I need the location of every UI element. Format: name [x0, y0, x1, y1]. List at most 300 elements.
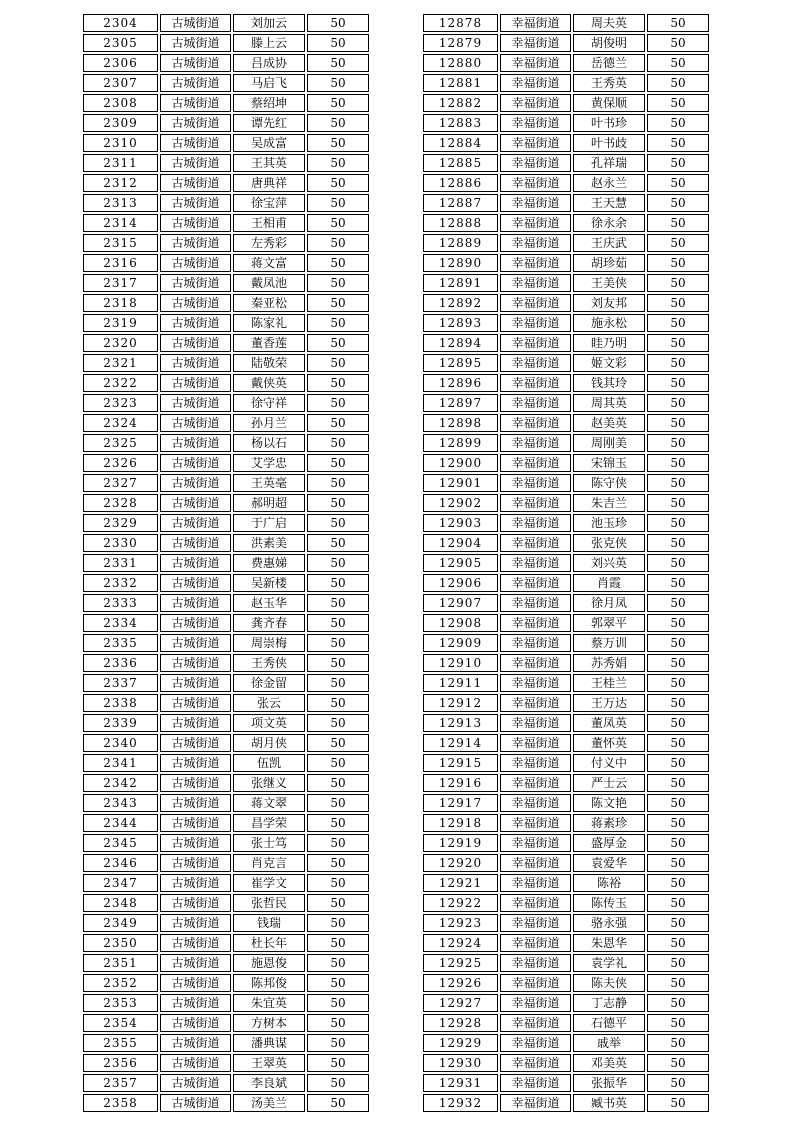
table-row — [83, 774, 369, 792]
cell-street: 古城街道 — [160, 254, 231, 272]
cell-id: 12923 — [423, 914, 498, 932]
cell-id: 2350 — [83, 934, 158, 952]
table-row — [423, 734, 709, 752]
cell-value: 50 — [647, 854, 709, 872]
table-row — [423, 214, 709, 232]
cell-value: 50 — [307, 114, 369, 132]
cell-id: 12904 — [423, 534, 498, 552]
cell-street: 古城街道 — [160, 594, 231, 612]
cell-name: 胡月侠 — [233, 734, 305, 752]
cell-value: 50 — [647, 394, 709, 412]
cell-name: 刘加云 — [233, 14, 305, 32]
table-row — [423, 234, 709, 252]
cell-name: 潘典谋 — [233, 1034, 305, 1052]
cell-value: 50 — [647, 154, 709, 172]
cell-id: 12893 — [423, 314, 498, 332]
cell-id: 2317 — [83, 274, 158, 292]
cell-id: 12932 — [423, 1094, 498, 1112]
cell-id: 12882 — [423, 94, 498, 112]
table-row — [83, 574, 369, 592]
cell-street: 幸福街道 — [500, 174, 571, 192]
cell-id: 2334 — [83, 614, 158, 632]
cell-street: 幸福街道 — [500, 254, 571, 272]
cell-id: 2321 — [83, 354, 158, 372]
cell-id: 2335 — [83, 634, 158, 652]
cell-value: 50 — [647, 714, 709, 732]
cell-id: 12890 — [423, 254, 498, 272]
cell-name: 赵玉华 — [233, 594, 305, 612]
cell-street: 古城街道 — [160, 194, 231, 212]
cell-street: 幸福街道 — [500, 234, 571, 252]
cell-value: 50 — [307, 374, 369, 392]
cell-name: 刘兴英 — [573, 554, 645, 572]
cell-name: 董香莲 — [233, 334, 305, 352]
cell-name: 徐永余 — [573, 214, 645, 232]
table-row — [423, 694, 709, 712]
cell-value: 50 — [647, 414, 709, 432]
table-row — [83, 74, 369, 92]
cell-value: 50 — [647, 34, 709, 52]
left-roster-body — [83, 14, 369, 1112]
table-row — [83, 114, 369, 132]
cell-value: 50 — [647, 134, 709, 152]
cell-value: 50 — [647, 874, 709, 892]
cell-street: 古城街道 — [160, 714, 231, 732]
table-row — [423, 274, 709, 292]
cell-value: 50 — [647, 254, 709, 272]
cell-name: 池玉珍 — [573, 514, 645, 532]
table-row — [83, 334, 369, 352]
cell-street: 幸福街道 — [500, 54, 571, 72]
cell-value: 50 — [307, 954, 369, 972]
table-row — [423, 1074, 709, 1092]
cell-value: 50 — [647, 294, 709, 312]
table-row — [83, 514, 369, 532]
cell-street: 幸福街道 — [500, 794, 571, 812]
cell-street: 幸福街道 — [500, 474, 571, 492]
cell-street: 古城街道 — [160, 394, 231, 412]
table-row — [83, 474, 369, 492]
cell-id: 12908 — [423, 614, 498, 632]
cell-name: 周刚美 — [573, 434, 645, 452]
cell-street: 古城街道 — [160, 854, 231, 872]
cell-id: 2305 — [83, 34, 158, 52]
cell-id: 2353 — [83, 994, 158, 1012]
cell-name: 蒋文富 — [233, 254, 305, 272]
cell-name: 徐宝萍 — [233, 194, 305, 212]
cell-name: 蒋素珍 — [573, 814, 645, 832]
cell-value: 50 — [307, 194, 369, 212]
cell-street: 幸福街道 — [500, 834, 571, 852]
cell-street: 古城街道 — [160, 734, 231, 752]
cell-id: 2333 — [83, 594, 158, 612]
cell-street: 幸福街道 — [500, 694, 571, 712]
table-row — [423, 114, 709, 132]
cell-value: 50 — [307, 974, 369, 992]
cell-street: 古城街道 — [160, 474, 231, 492]
cell-name: 蒋文翠 — [233, 794, 305, 812]
cell-street: 古城街道 — [160, 414, 231, 432]
table-row — [83, 414, 369, 432]
cell-value: 50 — [647, 934, 709, 952]
cell-street: 古城街道 — [160, 374, 231, 392]
cell-name: 蔡万训 — [573, 634, 645, 652]
cell-id: 12928 — [423, 1014, 498, 1032]
cell-id: 2324 — [83, 414, 158, 432]
cell-name: 刘友邦 — [573, 294, 645, 312]
cell-value: 50 — [647, 114, 709, 132]
cell-value: 50 — [647, 314, 709, 332]
table-row — [83, 914, 369, 932]
table-row — [423, 374, 709, 392]
cell-street: 古城街道 — [160, 534, 231, 552]
cell-value: 50 — [307, 754, 369, 772]
cell-value: 50 — [307, 394, 369, 412]
cell-name: 董凤英 — [573, 714, 645, 732]
cell-value: 50 — [647, 534, 709, 552]
cell-value: 50 — [647, 954, 709, 972]
cell-name: 孔祥瑞 — [573, 154, 645, 172]
table-row — [423, 894, 709, 912]
cell-id: 2342 — [83, 774, 158, 792]
table-row — [423, 854, 709, 872]
cell-name: 陈守侠 — [573, 474, 645, 492]
cell-street: 幸福街道 — [500, 654, 571, 672]
cell-value: 50 — [307, 334, 369, 352]
cell-name: 陈传玉 — [573, 894, 645, 912]
cell-name: 李良斌 — [233, 1074, 305, 1092]
cell-name: 徐金留 — [233, 674, 305, 692]
cell-street: 古城街道 — [160, 174, 231, 192]
cell-id: 2307 — [83, 74, 158, 92]
cell-value: 50 — [647, 374, 709, 392]
cell-street: 古城街道 — [160, 754, 231, 772]
cell-value: 50 — [647, 474, 709, 492]
cell-name: 陆敬荣 — [233, 354, 305, 372]
cell-value: 50 — [647, 54, 709, 72]
table-row — [423, 934, 709, 952]
cell-name: 叶书珍 — [573, 114, 645, 132]
cell-name: 左秀彩 — [233, 234, 305, 252]
table-row — [423, 814, 709, 832]
cell-value: 50 — [307, 914, 369, 932]
cell-name: 谭先红 — [233, 114, 305, 132]
cell-name: 费惠娣 — [233, 554, 305, 572]
cell-street: 古城街道 — [160, 954, 231, 972]
cell-name: 张继义 — [233, 774, 305, 792]
cell-street: 古城街道 — [160, 894, 231, 912]
cell-name: 王万达 — [573, 694, 645, 712]
table-row — [423, 474, 709, 492]
cell-name: 骆永强 — [573, 914, 645, 932]
cell-value: 50 — [307, 734, 369, 752]
cell-street: 幸福街道 — [500, 534, 571, 552]
cell-name: 戴侠英 — [233, 374, 305, 392]
cell-name: 王庆武 — [573, 234, 645, 252]
cell-id: 2313 — [83, 194, 158, 212]
table-row — [423, 334, 709, 352]
table-row — [423, 154, 709, 172]
cell-street: 幸福街道 — [500, 974, 571, 992]
cell-street: 幸福街道 — [500, 374, 571, 392]
cell-street: 幸福街道 — [500, 454, 571, 472]
cell-name: 盛厚金 — [573, 834, 645, 852]
cell-street: 幸福街道 — [500, 914, 571, 932]
cell-id: 2354 — [83, 1014, 158, 1032]
cell-street: 幸福街道 — [500, 94, 571, 112]
table-row — [83, 594, 369, 612]
cell-value: 50 — [647, 814, 709, 832]
cell-street: 幸福街道 — [500, 334, 571, 352]
cell-id: 12880 — [423, 54, 498, 72]
table-row — [423, 614, 709, 632]
cell-value: 50 — [647, 514, 709, 532]
cell-name: 陈裕 — [573, 874, 645, 892]
cell-id: 12881 — [423, 74, 498, 92]
cell-value: 50 — [307, 1074, 369, 1092]
table-row — [423, 354, 709, 372]
cell-id: 2358 — [83, 1094, 158, 1112]
cell-id: 12929 — [423, 1034, 498, 1052]
cell-id: 2349 — [83, 914, 158, 932]
cell-value: 50 — [647, 274, 709, 292]
table-row — [83, 934, 369, 952]
cell-street: 古城街道 — [160, 934, 231, 952]
cell-id: 2326 — [83, 454, 158, 472]
cell-id: 2309 — [83, 114, 158, 132]
table-row — [83, 854, 369, 872]
cell-name: 周其英 — [573, 394, 645, 412]
cell-name: 邓美英 — [573, 1054, 645, 1072]
table-row — [83, 834, 369, 852]
table-row — [423, 594, 709, 612]
cell-name: 宋锦玉 — [573, 454, 645, 472]
cell-street: 幸福街道 — [500, 154, 571, 172]
cell-value: 50 — [647, 594, 709, 612]
table-row — [83, 494, 369, 512]
cell-id: 12891 — [423, 274, 498, 292]
cell-id: 2304 — [83, 14, 158, 32]
cell-id: 2343 — [83, 794, 158, 812]
table-row — [83, 614, 369, 632]
cell-value: 50 — [307, 694, 369, 712]
cell-name: 杨以石 — [233, 434, 305, 452]
cell-street: 古城街道 — [160, 94, 231, 112]
table-row — [423, 834, 709, 852]
cell-value: 50 — [647, 614, 709, 632]
cell-name: 朱恩华 — [573, 934, 645, 952]
cell-name: 眭乃明 — [573, 334, 645, 352]
cell-name: 马启飞 — [233, 74, 305, 92]
cell-street: 幸福街道 — [500, 614, 571, 632]
cell-value: 50 — [647, 734, 709, 752]
cell-id: 12925 — [423, 954, 498, 972]
table-row — [83, 634, 369, 652]
cell-value: 50 — [647, 434, 709, 452]
cell-name: 周崇梅 — [233, 634, 305, 652]
cell-value: 50 — [307, 1014, 369, 1032]
cell-name: 严士云 — [573, 774, 645, 792]
cell-name: 蔡绍坤 — [233, 94, 305, 112]
cell-value: 50 — [307, 494, 369, 512]
table-row — [423, 514, 709, 532]
cell-street: 古城街道 — [160, 514, 231, 532]
table-row — [423, 1014, 709, 1032]
table-row — [83, 754, 369, 772]
cell-id: 2319 — [83, 314, 158, 332]
table-row — [83, 894, 369, 912]
cell-name: 郭翠平 — [573, 614, 645, 632]
cell-id: 2322 — [83, 374, 158, 392]
cell-value: 50 — [307, 714, 369, 732]
cell-street: 古城街道 — [160, 354, 231, 372]
cell-value: 50 — [647, 1034, 709, 1052]
cell-value: 50 — [647, 194, 709, 212]
cell-id: 12927 — [423, 994, 498, 1012]
cell-street: 古城街道 — [160, 274, 231, 292]
cell-name: 周夫英 — [573, 14, 645, 32]
table-row — [83, 1054, 369, 1072]
cell-name: 伍凯 — [233, 754, 305, 772]
cell-street: 古城街道 — [160, 674, 231, 692]
cell-value: 50 — [307, 994, 369, 1012]
cell-value: 50 — [647, 1074, 709, 1092]
cell-name: 胡珍茹 — [573, 254, 645, 272]
cell-value: 50 — [307, 514, 369, 532]
cell-name: 叶书歧 — [573, 134, 645, 152]
cell-street: 古城街道 — [160, 794, 231, 812]
table-row — [423, 954, 709, 972]
cell-name: 戚举 — [573, 1034, 645, 1052]
cell-value: 50 — [307, 1034, 369, 1052]
cell-street: 古城街道 — [160, 494, 231, 512]
cell-name: 于广启 — [233, 514, 305, 532]
cell-value: 50 — [307, 774, 369, 792]
cell-name: 龚齐春 — [233, 614, 305, 632]
cell-id: 2328 — [83, 494, 158, 512]
table-row — [83, 814, 369, 832]
table-row — [423, 94, 709, 112]
cell-value: 50 — [647, 1054, 709, 1072]
table-row — [423, 634, 709, 652]
table-row — [83, 954, 369, 972]
table-row — [423, 54, 709, 72]
cell-value: 50 — [307, 554, 369, 572]
cell-value: 50 — [307, 214, 369, 232]
cell-value: 50 — [647, 674, 709, 692]
cell-street: 幸福街道 — [500, 414, 571, 432]
cell-id: 2336 — [83, 654, 158, 672]
cell-id: 12888 — [423, 214, 498, 232]
cell-name: 岳德兰 — [573, 54, 645, 72]
cell-street: 幸福街道 — [500, 134, 571, 152]
cell-value: 50 — [307, 534, 369, 552]
table-row — [83, 654, 369, 672]
cell-name: 吕成协 — [233, 54, 305, 72]
table-row — [83, 394, 369, 412]
cell-name: 滕上云 — [233, 34, 305, 52]
cell-value: 50 — [647, 554, 709, 572]
cell-value: 50 — [307, 94, 369, 112]
table-row — [423, 254, 709, 272]
cell-street: 幸福街道 — [500, 634, 571, 652]
cell-id: 12878 — [423, 14, 498, 32]
cell-id: 12931 — [423, 1074, 498, 1092]
cell-value: 50 — [647, 894, 709, 912]
table-row — [423, 1094, 709, 1112]
cell-value: 50 — [307, 654, 369, 672]
cell-name: 唐典祥 — [233, 174, 305, 192]
table-row — [423, 434, 709, 452]
cell-id: 2351 — [83, 954, 158, 972]
cell-id: 2337 — [83, 674, 158, 692]
table-row — [423, 314, 709, 332]
cell-id: 2332 — [83, 574, 158, 592]
cell-street: 古城街道 — [160, 1074, 231, 1092]
cell-id: 2308 — [83, 94, 158, 112]
table-row — [83, 14, 369, 32]
table-row — [83, 1074, 369, 1092]
table-row — [83, 154, 369, 172]
cell-name: 汤美兰 — [233, 1094, 305, 1112]
cell-id: 2314 — [83, 214, 158, 232]
table-row — [83, 234, 369, 252]
cell-id: 12907 — [423, 594, 498, 612]
cell-name: 付义中 — [573, 754, 645, 772]
cell-id: 2323 — [83, 394, 158, 412]
table-row — [423, 534, 709, 552]
cell-name: 郝明超 — [233, 494, 305, 512]
cell-name: 徐月凤 — [573, 594, 645, 612]
cell-name: 肖克言 — [233, 854, 305, 872]
cell-id: 2356 — [83, 1054, 158, 1072]
cell-id: 12898 — [423, 414, 498, 432]
cell-street: 幸福街道 — [500, 294, 571, 312]
cell-id: 12930 — [423, 1054, 498, 1072]
table-row — [423, 554, 709, 572]
cell-name: 臧书英 — [573, 1094, 645, 1112]
table-row — [83, 94, 369, 112]
cell-street: 古城街道 — [160, 634, 231, 652]
cell-name: 苏秀娟 — [573, 654, 645, 672]
cell-id: 12924 — [423, 934, 498, 952]
cell-id: 12920 — [423, 854, 498, 872]
cell-id: 2320 — [83, 334, 158, 352]
table-row — [423, 294, 709, 312]
cell-name: 王美侠 — [573, 274, 645, 292]
table-row — [423, 674, 709, 692]
cell-name: 张哲民 — [233, 894, 305, 912]
cell-street: 古城街道 — [160, 994, 231, 1012]
cell-street: 幸福街道 — [500, 894, 571, 912]
cell-id: 12926 — [423, 974, 498, 992]
cell-street: 古城街道 — [160, 914, 231, 932]
cell-id: 12911 — [423, 674, 498, 692]
cell-name: 洪素美 — [233, 534, 305, 552]
cell-name: 王秀侠 — [233, 654, 305, 672]
cell-name: 姬文彩 — [573, 354, 645, 372]
cell-name: 董怀英 — [573, 734, 645, 752]
cell-name: 陈家礼 — [233, 314, 305, 332]
table-row — [423, 34, 709, 52]
cell-value: 50 — [647, 634, 709, 652]
table-row — [83, 214, 369, 232]
cell-street: 古城街道 — [160, 874, 231, 892]
cell-street: 古城街道 — [160, 1014, 231, 1032]
cell-value: 50 — [307, 414, 369, 432]
cell-street: 幸福街道 — [500, 994, 571, 1012]
cell-value: 50 — [307, 634, 369, 652]
